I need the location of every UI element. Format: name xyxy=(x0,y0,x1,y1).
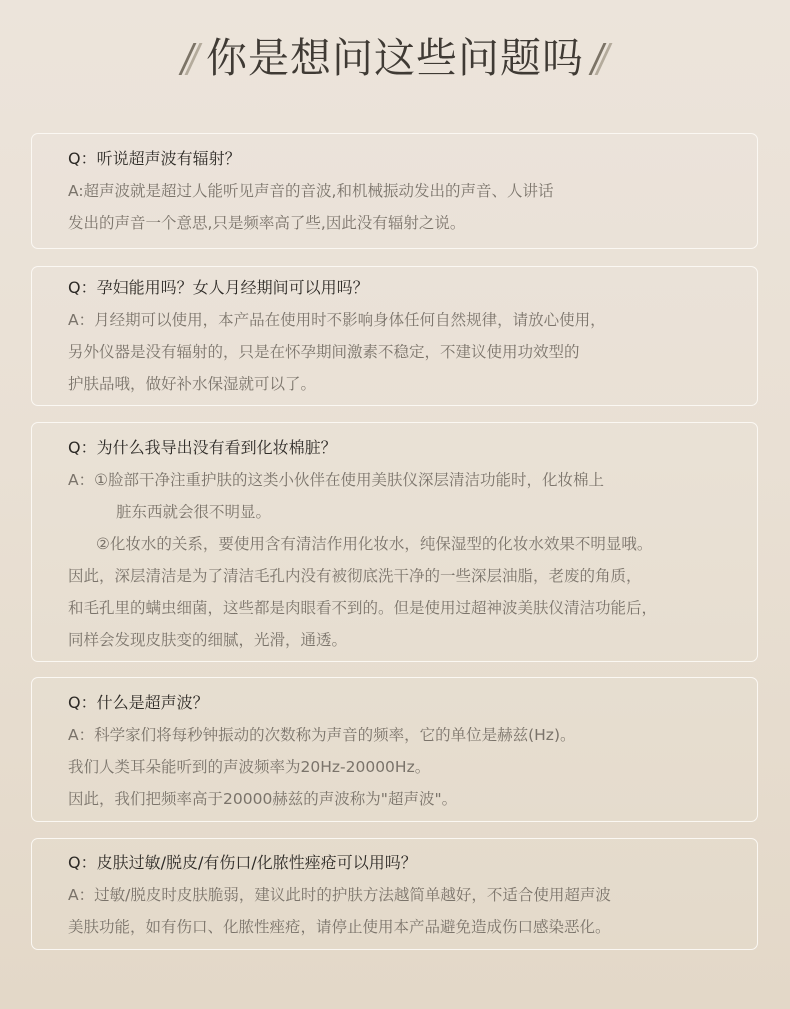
faq-question: Q：孕妇能用吗？女人月经期间可以用吗？ xyxy=(68,278,369,297)
faq-answer-line: A：①脸部干净注重护肤的这类小伙伴在使用美肤仪深层清洁功能时，化妆棉上 xyxy=(68,471,605,489)
faq-question: Q：什么是超声波？ xyxy=(68,693,209,712)
faq-answer-line: 我们人类耳朵能听到的声波频率为20Hz-20000Hz。 xyxy=(68,758,431,776)
faq-answer-line: ②化妆水的关系，要使用含有清洁作用化妆水，纯保湿型的化妆水效果不明显哦。 xyxy=(96,535,653,553)
faq-card-3 xyxy=(31,422,758,662)
faq-card-1 xyxy=(31,133,758,249)
faq-answer-line: 脏东西就会很不明显。 xyxy=(116,503,272,521)
faq-answer-line: 因此，我们把频率高于20000赫兹的声波称为"超声波"。 xyxy=(68,790,458,808)
faq-answer-line: A:超声波就是超过人能听见声音的音波,和机械振动发出的声音、人讲话 xyxy=(68,182,554,200)
faq-answer-line: 美肤功能，如有伤口、化脓性痤疮，请停止使用本产品避免造成伤口感染恶化。 xyxy=(68,918,611,936)
faq-answer-line: A：科学家们将每秒钟振动的次数称为声音的频率，它的单位是赫兹(Hz)。 xyxy=(68,726,576,744)
page-title: 你是想问这些问题吗 xyxy=(206,34,584,82)
faq-question: Q：皮肤过敏/脱皮/有伤口/化脓性痤疮可以用吗？ xyxy=(68,853,417,872)
slash-decoration-left-icon xyxy=(184,41,196,75)
faq-card-5 xyxy=(31,838,758,950)
faq-card-2 xyxy=(31,266,758,406)
faq-answer-line: 另外仪器是没有辐射的，只是在怀孕期间激素不稳定，不建议使用功效型的 xyxy=(68,343,580,361)
faq-answer-line: 发出的声音一个意思,只是频率高了些,因此没有辐射之说。 xyxy=(68,214,466,232)
faq-answer-line: A：过敏/脱皮时皮肤脆弱，建议此时的护肤方法越简单越好，不适合使用超声波 xyxy=(68,886,611,904)
faq-answer-line: A：月经期可以使用，本产品在使用时不影响身体任何自然规律，请放心使用， xyxy=(68,311,606,329)
faq-answer-line: 和毛孔里的螨虫细菌，这些都是肉眼看不到的。但是使用过超神波美肤仪清洁功能后， xyxy=(68,599,658,617)
slash-decoration-right-icon xyxy=(594,41,606,75)
faq-card-4 xyxy=(31,677,758,822)
page-header xyxy=(0,28,790,88)
faq-question: Q：为什么我导出没有看到化妆棉脏？ xyxy=(68,438,337,457)
faq-question: Q：听说超声波有辐射？ xyxy=(68,149,241,168)
faq-answer-line: 因此，深层清洁是为了清洁毛孔内没有被彻底洗干净的一些深层油脂，老废的角质， xyxy=(68,567,642,585)
faq-answer-line: 护肤品哦，做好补水保湿就可以了。 xyxy=(68,375,317,393)
faq-answer-line: 同样会发现皮肤变的细腻，光滑，通透。 xyxy=(68,631,348,649)
